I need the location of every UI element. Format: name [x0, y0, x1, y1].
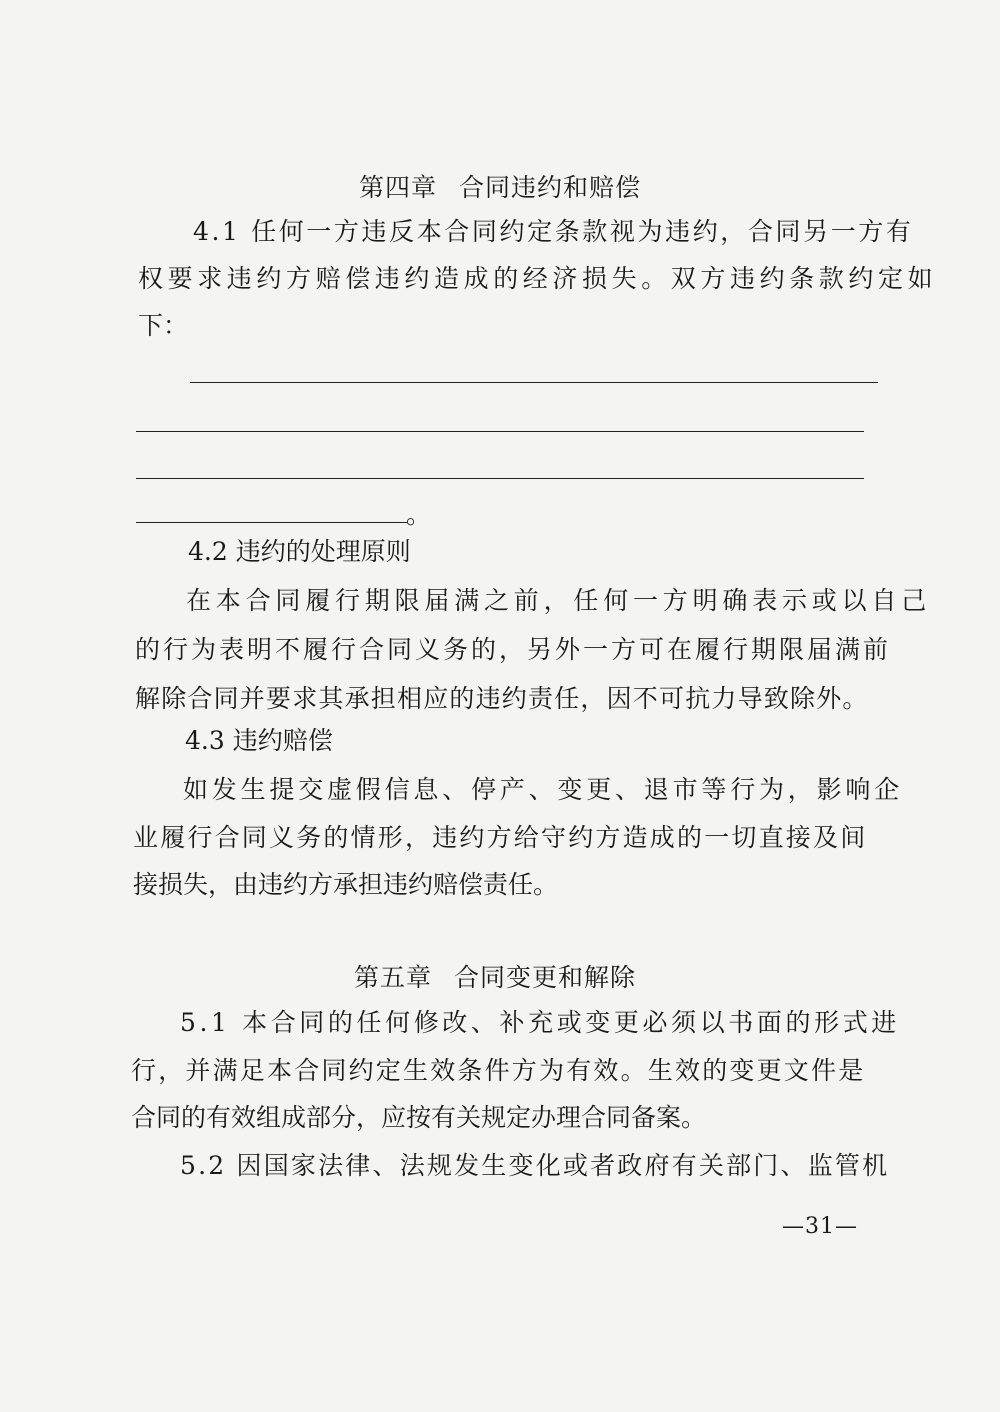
s52-line1: 5.2 因国家法律、法规发生变化或者政府有关部门、监管机	[180, 1151, 890, 1180]
s51-line1: 5.1 本合同的任何修改、补充或变更必须以书面的形式进	[180, 1008, 900, 1037]
s51-line3: 合同的有效组成部分，应按有关规定办理合同备案。	[131, 1103, 707, 1132]
s41-line1: 4.1 任何一方违反本合同约定条款视为违约，合同另一方有	[193, 217, 914, 246]
s42-line3: 解除合同并要求其承担相应的违约责任，因不可抗力导致除外。	[135, 684, 869, 713]
blank-line-3	[136, 478, 864, 479]
blank-line-4	[136, 522, 408, 523]
blank-line-1	[190, 382, 878, 383]
page-number: —31—	[782, 1214, 858, 1239]
s43-line1: 如发生提交虚假信息、停产、变更、退市等行为，影响企	[183, 775, 904, 804]
chapter4-title	[0, 168, 1000, 204]
s42-line2: 的行为表明不履行合同义务的，另外一方可在履行期限届满前	[135, 635, 892, 664]
s42-line1: 在本合同履行期限届满之前，任何一方明确表示或以自己	[186, 586, 932, 615]
s43-line2: 业履行合同义务的情形，违约方给守约方造成的一切直接及间	[133, 823, 868, 852]
chapter5-title-text: 合同变更和解除	[454, 963, 637, 992]
s51-line2: 行，并满足本合同约定生效条件方为有效。生效的变更文件是	[131, 1056, 866, 1085]
blank-end-mark: 。	[406, 500, 432, 529]
blank-line-2	[136, 431, 864, 432]
chapter4-title-number: 第四章	[358, 173, 437, 202]
s41-line2: 权要求违约方赔偿违约造成的经济损失。双方违约条款约定如	[138, 264, 938, 293]
chapter4-title-text: 合同违约和赔偿	[459, 173, 642, 202]
s41-line3: 下：	[138, 311, 189, 340]
chapter5-title-number: 第五章	[353, 963, 432, 992]
s43-line3: 接损失，由违约方承担违约赔偿责任。	[133, 870, 559, 899]
chapter5-title	[0, 958, 995, 994]
s42-heading: 4.2 违约的处理原则	[188, 537, 411, 566]
s43-heading: 4.3 违约赔偿	[185, 726, 333, 755]
